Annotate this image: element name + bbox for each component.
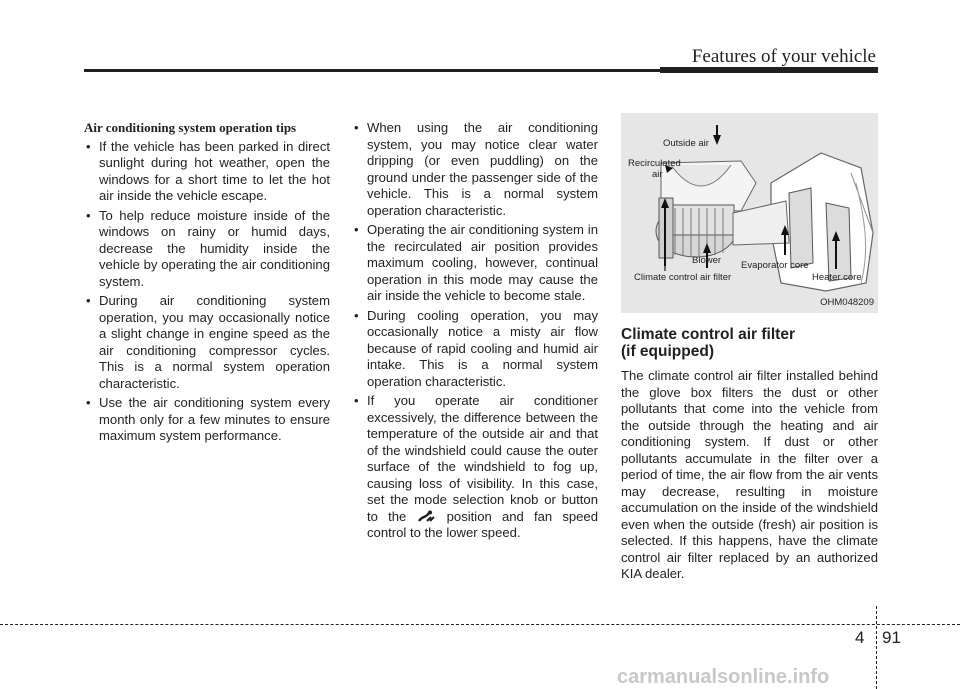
list-item: • During air conditioning system operation, you may occasionally notice a slight change in engine speed as the air conditioning compressor cycles. This is a normal system operation characteristic. <box>84 293 330 392</box>
left-column <box>84 120 330 448</box>
list-item: • To help reduce moisture inside of the windows on rainy or humid days, decrease the humidity inside the vehicle by operating the air conditioning system. <box>84 208 330 291</box>
label-outside-air: Outside air <box>663 138 709 149</box>
label-air: air <box>652 169 663 180</box>
middle-column <box>352 120 598 545</box>
list-item: • Use the air conditioning system every month only for a few minutes to ensure maximum system performance. <box>84 395 330 445</box>
label-blower: Blower <box>692 255 722 266</box>
section-title-line2: (if equipped) <box>621 343 714 360</box>
footer-vertical-divider <box>876 606 877 689</box>
section-title <box>621 326 878 360</box>
list-item <box>352 393 598 542</box>
tips-list <box>84 139 330 445</box>
label-climate-filter: Climate control air filter <box>634 272 732 283</box>
list-item: • When using the air conditioning system, you may notice clear water dripping (or even puddling) on the ground under the passenger side of the vehicle. This is a normal system operation characteristic. <box>352 120 598 219</box>
right-column <box>621 113 878 583</box>
floor-defrost-mode-icon <box>416 510 436 523</box>
last-bullet-text-end: position and fan speed control to the lower speed. <box>367 508 598 540</box>
list-item: • Operating the air conditioning system in the recirculated air position provides maximum cooling, however, continual operation in this mode may cause the air inside the vehicle to become stale. <box>352 222 598 305</box>
last-bullet-text: If you operate air conditioner excessively, the difference between the temperature of the outside air and that of the windshield could cause the outer surface of the windshield to fog up, causing loss of visibility. In this case, set the mode selection knob or button to the <box>367 393 598 524</box>
list-item: • During cooling operation, you may occasionally notice a misty air flow because of rapid cooling and humid air intake. This is a normal system operation characteristic. <box>352 308 598 391</box>
footer-divider <box>0 624 960 625</box>
page-number: 91 <box>882 628 901 647</box>
header-rule-accent <box>660 67 878 73</box>
page-header-title: Features of your vehicle <box>691 46 876 67</box>
label-recirculated: Recirculated <box>628 158 681 169</box>
chapter-number: 4 <box>855 628 865 647</box>
tips-heading: Air conditioning system operation tips <box>84 120 297 135</box>
watermark: carmanualsonline.info <box>617 666 830 688</box>
label-evaporator-core: Evaporator core <box>741 260 809 271</box>
label-heater-core: Heater core <box>812 272 862 283</box>
figure-code: OHM048209 <box>820 296 874 308</box>
list-item: • If the vehicle has been parked in direct sunlight during hot weather, open the windows for a short time to let the hot air inside the vehicle escape. <box>84 139 330 205</box>
air-filter-diagram <box>621 113 878 313</box>
tips-list-continued <box>352 120 598 542</box>
section-body: The climate control air filter installed behind the glove box filters the dust or other pollutants that come into the vehicle from the outside through the heating and air conditioning system. If dust or other pollutants accumulate in the filter over a period of time, the air flow from the air vents may decrease, resulting in moisture accumulation on the inside of the windshield even when the outside (fresh) air position is selected. If this happens, have the climate control air filter replaced by an authorized KIA dealer. <box>621 368 878 581</box>
section-title-line1: Climate control air filter <box>621 326 795 343</box>
